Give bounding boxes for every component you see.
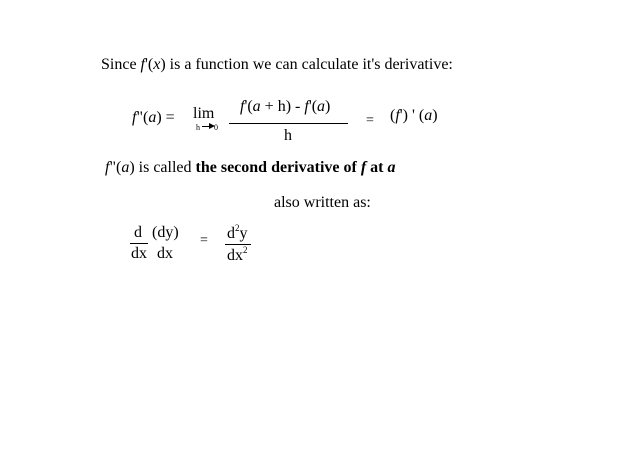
intro-prime: '( [145, 56, 154, 73]
eq2-equals: = [200, 233, 208, 248]
eq1-num-f2: f [304, 98, 309, 115]
eq1-rhs [390, 108, 438, 124]
intro-func: f [140, 56, 145, 73]
eq1-denominator: h [284, 127, 292, 144]
line2-a: a [121, 159, 130, 176]
eq1-lhs-end: ) = [156, 109, 175, 126]
intro-sentence [101, 57, 453, 73]
eq1-rhs-mid: ') ' ( [399, 107, 425, 124]
intro-prefix: Since [101, 56, 141, 73]
also-written-as: also written as: [274, 194, 371, 211]
intro-suffix: ) is a function we can calculate it's derivative: [160, 56, 453, 73]
line2-bold-text: the second derivative of [195, 159, 361, 176]
second-derivative-sentence [105, 160, 395, 176]
eq2-dx-1: dx [131, 245, 147, 262]
eq1-num-end: ) [325, 98, 331, 115]
eq2-dx-2: dx [157, 245, 173, 262]
eq2-d2-sup: 2 [235, 223, 240, 233]
eq1-num-mid2: + h) - [260, 98, 305, 115]
line2-mid: "( [109, 159, 122, 176]
eq1-num-f1: f [240, 98, 245, 115]
line2-bold-f: f [360, 159, 367, 176]
eq2-fraction-bar-left [130, 243, 148, 244]
eq1-rhs-a: a [424, 107, 433, 124]
eq1-num-mid3: '( [308, 98, 318, 115]
eq1-lim-sub-zero: 0 [214, 123, 218, 132]
eq1-lhs-f: f [132, 109, 137, 126]
eq1-lim-sub-h: h [196, 123, 200, 132]
eq2-dx-sup: 2 [243, 245, 248, 255]
eq2-d2y [227, 223, 248, 242]
eq1-lhs-mid: "( [136, 109, 149, 126]
eq2-d2-y: y [239, 225, 248, 242]
line2-bold-at: at [366, 159, 388, 176]
eq1-num-a2: a [317, 98, 326, 115]
eq2-d2-base: d [227, 225, 235, 242]
eq1-rhs-open: ( [390, 107, 396, 124]
eq1-numerator [240, 99, 330, 115]
line2-f: f [105, 159, 110, 176]
eq1-lhs [132, 110, 175, 126]
intro-var: x [153, 56, 161, 73]
eq1-fraction-bar [229, 123, 348, 124]
line2-text: ) is called [129, 159, 196, 176]
line2-bold-a: a [387, 159, 396, 176]
eq1-rhs-f: f [395, 107, 400, 124]
eq1-lim: lim [193, 105, 215, 122]
eq1-equals: = [366, 113, 374, 128]
eq1-num-mid1: '( [244, 98, 253, 115]
eq1-lhs-a: a [148, 109, 157, 126]
eq2-d-numerator: d [134, 224, 142, 241]
eq1-num-a1: a [252, 98, 261, 115]
eq2-dx2 [227, 245, 248, 264]
eq2-dx-base: dx [227, 247, 243, 264]
eq1-rhs-close: ) [432, 107, 438, 124]
eq2-dy: (dy) [152, 224, 179, 241]
